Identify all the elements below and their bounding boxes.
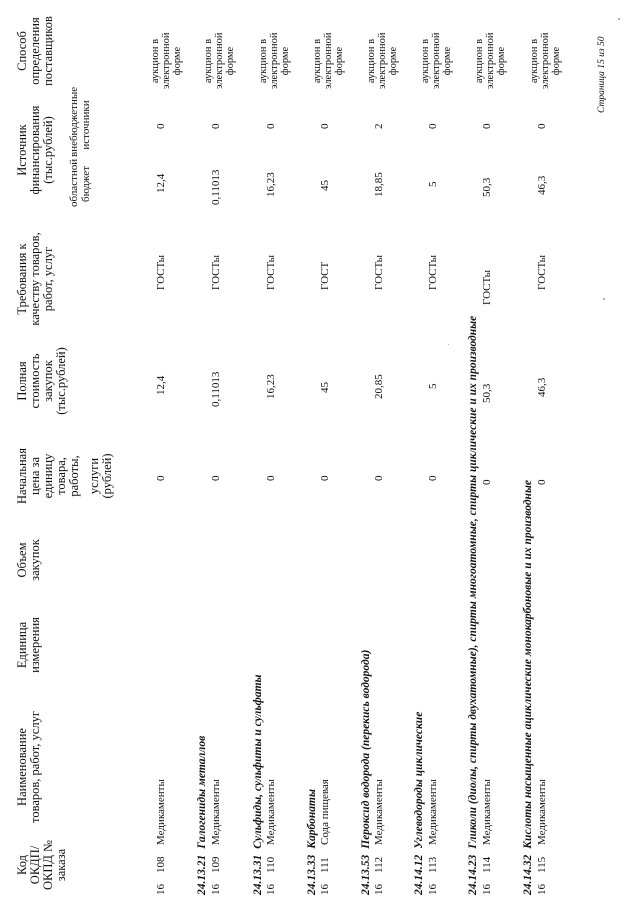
row-unit-price: 0 (155, 475, 167, 481)
section-title: Пероксид водорода (перекись водорода) (360, 649, 372, 849)
row-funding-regional: 50,3 (481, 177, 493, 197)
row-item-name: Медикаменты (210, 779, 222, 845)
header-funding-other: внебюджетные источники (68, 86, 92, 157)
row-total-cost: 16,23 (265, 374, 277, 399)
row-item-name: Медикаменты (427, 779, 439, 845)
row-total-cost: 46,3 (536, 377, 548, 397)
row-procurement-method: аукцион в электронной форме (366, 32, 399, 89)
header-volume: Объем закупок (15, 539, 42, 581)
header-funding: Источник финансирования (тыс.рублей) (15, 105, 55, 195)
row-total-cost: 20,85 (373, 374, 385, 399)
section-heading (306, 789, 318, 895)
section-title: Углеводороды циклические (413, 711, 425, 849)
row-total-cost: 12,4 (155, 375, 167, 395)
row-funding-regional: 12,4 (155, 173, 167, 193)
row-total-cost: 45 (319, 382, 331, 393)
row-number: 110 (265, 856, 277, 873)
row-item-name: Медикаменты (265, 779, 277, 845)
header-price-bottom: услуги (рублей) (87, 453, 114, 499)
row-funding-regional: 16,23 (265, 172, 277, 197)
section-code: 24.14.23 (467, 854, 479, 895)
row-procurement-method: аукцион в электронной форме (203, 32, 236, 89)
section-heading (413, 712, 425, 895)
row-funding-other: 2 (373, 123, 385, 129)
scan-speck (618, 18, 620, 20)
section-heading (360, 650, 372, 895)
row-number: 114 (481, 856, 493, 873)
row-funding-other: 0 (536, 123, 548, 129)
row-funding-regional: 0,11013 (210, 169, 222, 205)
row-procurement-method: аукцион в электронной форме (312, 32, 345, 89)
row-procurement-method: аукцион в электронной форме (474, 32, 507, 89)
row-dept: 16 (155, 884, 167, 895)
row-dept: 16 (319, 884, 331, 895)
row-number: 111 (319, 857, 331, 873)
section-title: Гликоли (диолы, спирты двухатомные), спирты многоатомные, спирты циклические и их производные (467, 315, 479, 849)
section-code: 24.13.21 (196, 854, 208, 895)
header-method: Способ определения поставщиков (15, 16, 55, 86)
row-funding-other: 0 (481, 123, 493, 129)
row-funding-regional: 45 (319, 180, 331, 191)
section-code: 24.14.12 (413, 854, 425, 895)
row-dept: 16 (210, 884, 222, 895)
section-heading (252, 675, 264, 896)
header-total: Полная стоимость закупок (тыс.рублей) (15, 347, 68, 415)
row-total-cost: 5 (427, 383, 439, 389)
header-name: Наименование товаров, работ, услуг (15, 711, 42, 823)
row-requirements: ГОСТы (373, 254, 385, 290)
row-funding-other: 0 (155, 123, 167, 129)
row-total-cost: 50,3 (481, 383, 493, 403)
row-funding-regional: 46,3 (536, 175, 548, 195)
row-requirements: ГОСТы (265, 254, 277, 290)
row-funding-regional: 18,85 (373, 172, 385, 197)
header-code: Код ОКДП/ ОКПД № заказа (15, 840, 68, 890)
row-requirements: ГОСТы (536, 254, 548, 290)
row-funding-other: 0 (427, 123, 439, 129)
row-procurement-method: аукцион в электронной форме (150, 32, 183, 89)
row-dept: 16 (427, 884, 439, 895)
row-unit-price: 0 (427, 475, 439, 481)
header-unit: Единица измерения (15, 617, 42, 673)
row-unit-price: 0 (373, 475, 385, 481)
row-funding-other: 0 (210, 123, 222, 129)
row-number: 108 (155, 856, 167, 873)
row-dept: 16 (265, 884, 277, 895)
section-title: Сульфиды, сульфиты и сульфаты (252, 674, 264, 849)
row-dept: 16 (481, 884, 493, 895)
section-heading (467, 316, 479, 895)
row-number: 109 (210, 856, 222, 873)
section-title: Галогениды металлов (196, 735, 208, 849)
row-unit-price: 0 (481, 479, 493, 485)
row-requirements: ГОСТ (319, 261, 331, 290)
row-item-name: Медикаменты (155, 779, 167, 845)
row-number: 112 (373, 856, 385, 873)
section-title: Кислоты насыщенные ациклические монокарбоновые и их производные (522, 479, 534, 849)
section-title: Карбонаты (306, 789, 318, 849)
row-number: 113 (427, 856, 439, 873)
row-funding-other: 0 (265, 123, 277, 129)
row-procurement-method: аукцион в электронной форме (420, 32, 453, 89)
section-code: 24.13.31 (252, 854, 264, 895)
scan-speck (448, 344, 449, 345)
row-item-name: Медикаменты (373, 779, 385, 845)
section-heading (196, 736, 208, 895)
section-code: 24.14.32 (522, 854, 534, 895)
row-procurement-method: аукцион в электронной форме (529, 32, 562, 89)
section-code: 24.13.33 (306, 854, 318, 895)
row-unit-price: 0 (265, 475, 277, 481)
row-item-name: Медикаменты (536, 779, 548, 845)
row-requirements: ГОСТы (427, 254, 439, 290)
row-requirements: ГОСТы (155, 254, 167, 290)
row-procurement-method: аукцион в электронной форме (258, 32, 291, 89)
row-requirements: ГОСТы (481, 269, 493, 305)
row-total-cost: 0,11013 (210, 371, 222, 407)
row-unit-price: 0 (536, 479, 548, 485)
row-item-name: Сода пищевая (319, 779, 331, 845)
row-funding-other: 0 (319, 123, 331, 129)
row-number: 115 (536, 856, 548, 873)
header-funding-regional: областной бюджет (68, 158, 92, 207)
header-requirements: Требования к качеству товаров, работ, услуг (15, 232, 55, 326)
section-code: 24.13.53 (360, 854, 372, 895)
row-funding-regional: 5 (427, 181, 439, 187)
scan-speck (603, 298, 605, 300)
row-dept: 16 (536, 884, 548, 895)
header-price-top: Начальная цена за единицу товара, работы, (15, 448, 81, 504)
row-unit-price: 0 (319, 475, 331, 481)
page-number: Страница 15 из 50 (597, 36, 607, 113)
row-dept: 16 (373, 884, 385, 895)
row-item-name: Медикаменты (481, 779, 493, 845)
section-heading (522, 480, 534, 895)
row-requirements: ГОСТы (210, 254, 222, 290)
row-unit-price: 0 (210, 475, 222, 481)
